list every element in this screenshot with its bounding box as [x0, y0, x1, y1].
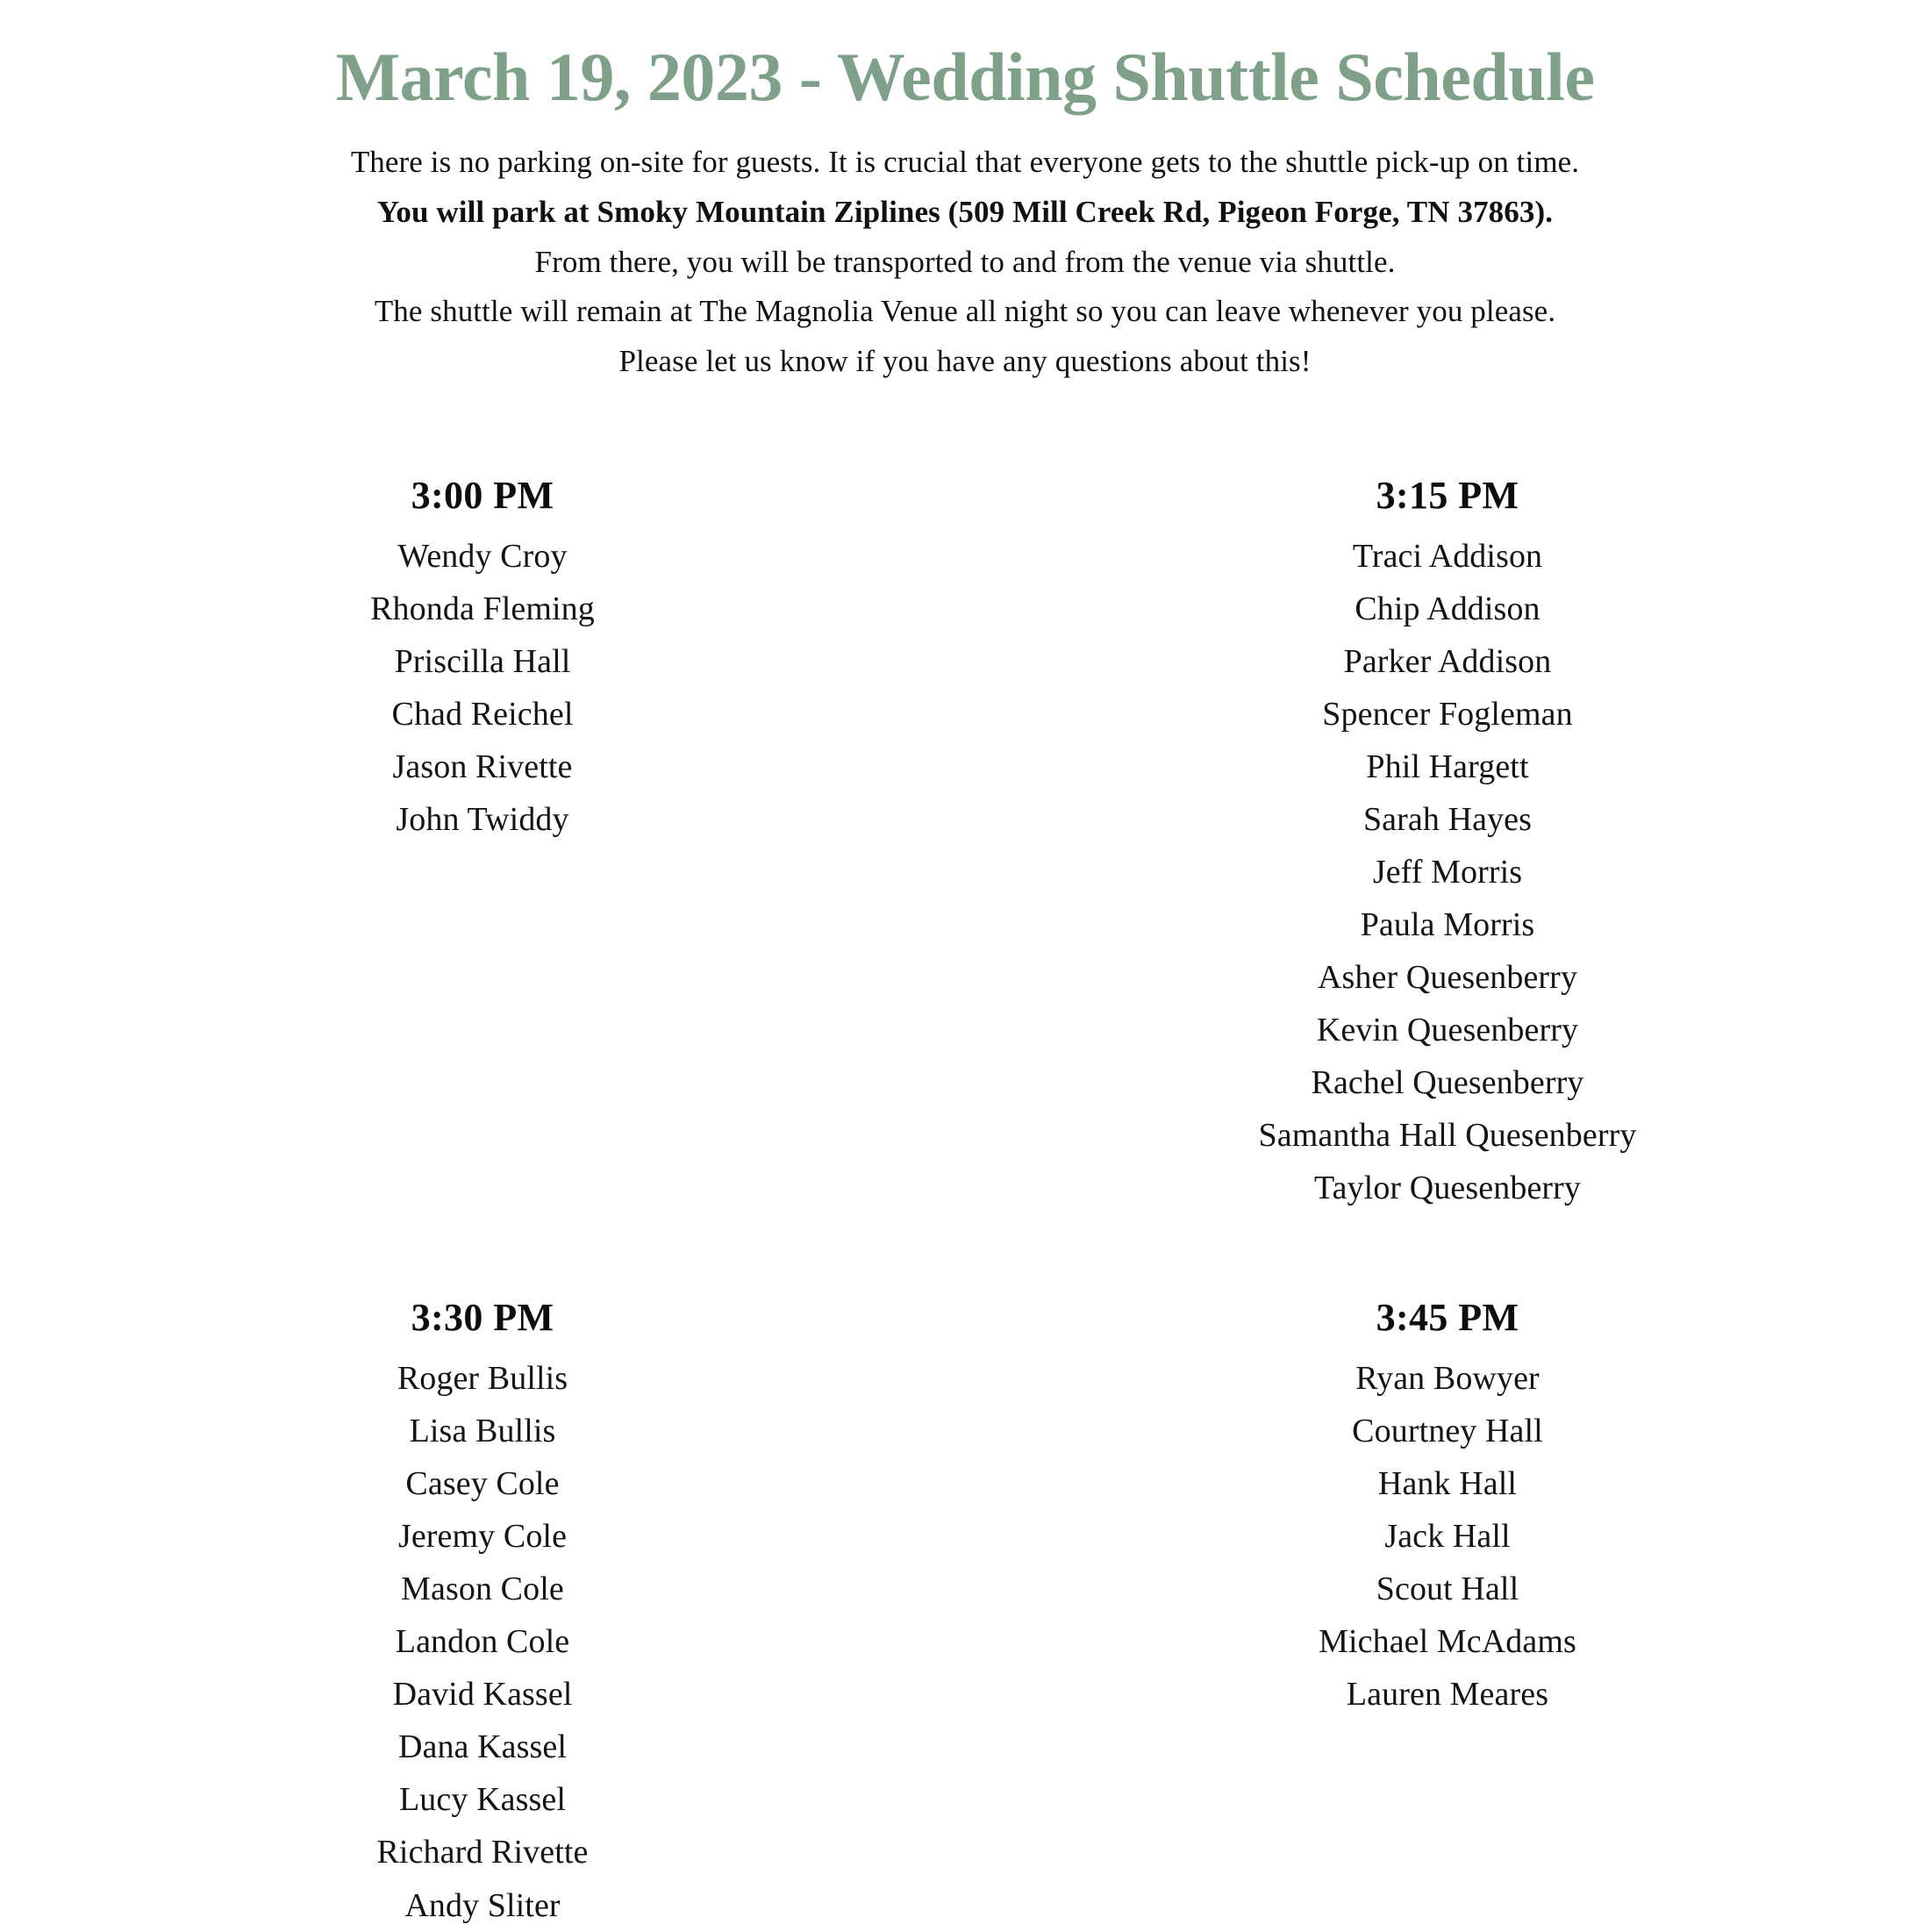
slot-time-heading: 3:15 PM	[1376, 473, 1519, 517]
passenger-name: Roger Bullis	[397, 1360, 568, 1398]
passenger-name: Wendy Croy	[397, 537, 568, 575]
passenger-name: Ryan Bowyer	[1355, 1360, 1540, 1398]
intro-paragraph	[219, 138, 1711, 386]
passenger-name: Lauren Meares	[1346, 1676, 1549, 1714]
passenger-name: Scout Hall	[1376, 1571, 1519, 1608]
passenger-name: Parker Addison	[1343, 642, 1552, 680]
passenger-name: Mason Cole	[401, 1571, 564, 1608]
slot-time-heading: 3:45 PM	[1376, 1296, 1519, 1340]
shuttle-slot-330pm	[0, 1293, 965, 1931]
passenger-name: Kevin Quesenberry	[1316, 1012, 1579, 1049]
intro-line-parking-address: You will park at Smoky Mountain Ziplines (509 Mill Creek Rd, Pigeon Forge, TN 37863).	[376, 195, 1554, 230]
passenger-name: Lisa Bullis	[409, 1413, 556, 1450]
passenger-name: Priscilla Hall	[394, 642, 571, 680]
shuttle-slot-345pm	[965, 1293, 1930, 1931]
intro-line-5: Please let us know if you have any questions about this!	[618, 344, 1312, 379]
passenger-name: Casey Cole	[405, 1465, 560, 1503]
slot-time-heading: 3:00 PM	[411, 473, 554, 517]
slot-time-heading: 3:30 PM	[411, 1296, 554, 1340]
shuttle-slot-300pm	[0, 471, 965, 1214]
passenger-name: Traci Addison	[1352, 537, 1543, 575]
passenger-name: Chip Addison	[1355, 590, 1540, 627]
passenger-name: Phil Hargett	[1366, 748, 1529, 785]
passenger-name: Spencer Fogleman	[1322, 695, 1573, 733]
passenger-name: Landon Cole	[395, 1623, 570, 1661]
passenger-name: Rachel Quesenberry	[1311, 1064, 1584, 1102]
passenger-name: Hank Hall	[1377, 1465, 1518, 1503]
passenger-name: Samantha Hall Quesenberry	[1258, 1117, 1637, 1155]
passenger-name: Jeff Morris	[1372, 853, 1523, 891]
passenger-name: Taylor Quesenberry	[1313, 1170, 1582, 1207]
passenger-list	[175, 1352, 790, 1931]
passenger-list	[175, 530, 790, 846]
passenger-name: John Twiddy	[396, 800, 569, 838]
intro-line-1: There is no parking on-site for guests. It is crucial that everyone gets to the shuttle pick-up on time.	[350, 145, 1580, 180]
passenger-name: Michael McAdams	[1319, 1623, 1576, 1661]
shuttle-slot-grid	[0, 471, 1930, 1932]
passenger-name: Dana Kassel	[397, 1728, 568, 1766]
passenger-name: Courtney Hall	[1352, 1413, 1543, 1450]
passenger-name: Jason Rivette	[392, 748, 573, 785]
passenger-name: Richard Rivette	[376, 1834, 589, 1871]
shuttle-slot-315pm	[965, 471, 1930, 1214]
passenger-list	[1140, 530, 1755, 1214]
passenger-name: Paula Morris	[1360, 906, 1535, 944]
passenger-name: David Kassel	[392, 1676, 573, 1714]
passenger-list	[1140, 1352, 1755, 1721]
passenger-name: Chad Reichel	[391, 695, 574, 733]
intro-line-4: The shuttle will remain at The Magnolia Venue all night so you can leave whenever you please.	[374, 294, 1556, 329]
passenger-name: Rhonda Fleming	[370, 590, 595, 627]
intro-line-3: From there, you will be transported to and from the venue via shuttle.	[534, 244, 1396, 279]
passenger-name: Sarah Hayes	[1362, 800, 1533, 838]
passenger-name: Asher Quesenberry	[1317, 959, 1578, 997]
page-title: March 19, 2023 - Wedding Shuttle Schedule	[335, 39, 1595, 115]
passenger-name: Jack Hall	[1384, 1518, 1511, 1556]
passenger-name: Lucy Kassel	[399, 1781, 566, 1819]
page-title-container	[0, 0, 1930, 115]
passenger-name: Jeremy Cole	[397, 1518, 568, 1556]
passenger-name: Andy Sliter	[404, 1886, 561, 1924]
